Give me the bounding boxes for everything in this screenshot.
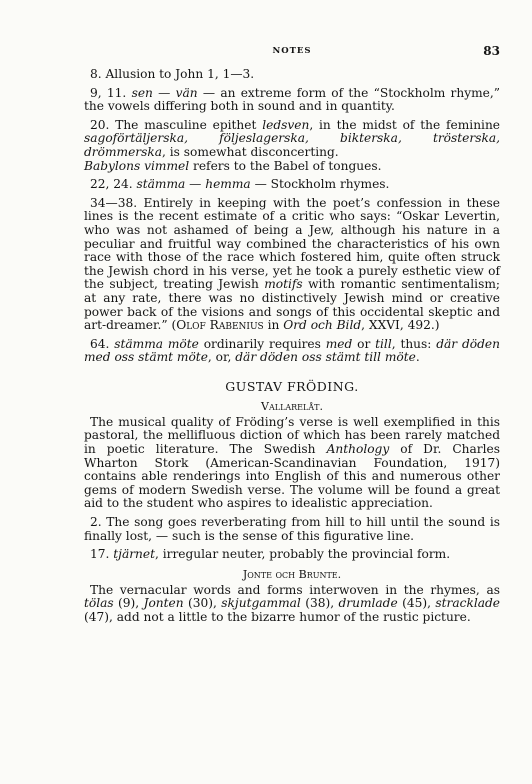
note-body: (30), <box>183 596 222 611</box>
note-example: där döden oss stämt till möte <box>235 350 416 365</box>
note-body: , XXVI, 492.) <box>361 318 440 333</box>
note-body: refers to the Babel of tongues. <box>189 158 382 173</box>
note-lead: 9, 11. <box>90 85 132 100</box>
note-body: (9), <box>113 596 144 611</box>
note-8 <box>84 68 500 82</box>
subsection-title-vallarelat: Vallarelåt. <box>261 399 323 413</box>
note-lead: 20. The masculine epithet <box>90 117 263 132</box>
note-body: — Stockholm rhymes. <box>250 177 390 192</box>
vallarelat-note-2 <box>84 516 500 543</box>
note-body: (45), <box>397 596 436 611</box>
note-body: , is somewhat disconcerting. <box>162 144 339 159</box>
note-term: tjärnet <box>113 547 155 562</box>
note-term: stämma möte <box>114 336 199 351</box>
jonte-note <box>84 584 500 625</box>
note-body: The vernacular words and forms interwoven in the rhymes, as <box>90 582 500 597</box>
vallarelat-note-17 <box>84 548 500 562</box>
note-body: — an extreme form of the “Stockholm rhyme,” the vowels differing both in sound and in quantity. <box>84 85 500 114</box>
subsection-title-jonte: Jonte och Brunte. <box>242 567 342 581</box>
cited-work: Ord och Bild <box>283 318 362 333</box>
note-body: , thus: <box>391 336 437 351</box>
note-8-text: 8. Allusion to John 1, 1—3. <box>90 67 255 81</box>
note-body: or <box>352 336 376 351</box>
note-body: in <box>263 318 284 333</box>
note-body: 34—38. Entirely in keeping with the poet’s confession in these lines is the recent estimate of a critic who says: “Oskar Levertin, who was not ashamed of being a Jew, although his nature in a peculiar and fruitful way combined the characteristics of his own race with those of the race which fostered him, quite often struck the Jewish chord in his verse, yet he took a purely esthetic view of the subject, treating Jewish <box>84 195 500 292</box>
note-body: ordinarily requires <box>198 336 326 351</box>
note-lead: 22, 24. <box>90 177 137 192</box>
note-body: with romantic sentimentalism; at any rate, there was no distinctively Jewish mind or creative power back of the visions and songs of this occidental skeptic and art-dreamer.” ( <box>84 277 500 333</box>
note-term: motifs <box>264 277 303 292</box>
note-lead: 17. <box>90 547 114 562</box>
note-lead: 64. <box>90 336 115 351</box>
note-term: Babylons vimmel <box>84 158 190 173</box>
note-term: Anthology <box>326 442 390 457</box>
note-body: of Dr. Charles Wharton Stork (American-Scandinavian Foundation, 1917) contains able renderings into English of this and numerous other gems of modern Swedish verse. The volume will be found a great aid to the student who aspires to idealistic appreciation. <box>84 442 500 511</box>
note-body: 2. The song goes reverberating from hill to hill until the sound is finally lost, — such is the sense of this figurative line. <box>84 515 500 543</box>
note-term: skjutgammal <box>221 596 301 611</box>
running-head <box>84 46 500 68</box>
note-term: till <box>375 336 392 351</box>
note-body: . <box>415 350 420 365</box>
note-body: , in the midst of the feminine <box>309 117 501 132</box>
note-body: (38), <box>300 596 339 611</box>
note-term: tölas <box>84 596 114 611</box>
section-title: GUSTAV FRÖDING. <box>225 378 359 394</box>
note-term: med <box>325 336 353 351</box>
note-body: , irregular neuter, probably the provincial form. <box>155 547 451 562</box>
note-term: stracklade <box>435 596 501 611</box>
note-term: Jonten <box>143 596 184 611</box>
note-term: sen — vän <box>131 85 198 100</box>
note-term: drumlade <box>338 596 398 611</box>
note-body: (47), add not a little to the bizarre humor of the rustic picture. <box>84 610 471 624</box>
note-term-list: sagoförtäljerska, följeslagerska, bikterska, trösterska, drömmerska <box>84 131 500 159</box>
vallarelat-intro <box>84 416 500 511</box>
note-9-11 <box>84 87 500 114</box>
note-term: ledsven <box>262 117 310 132</box>
page-number: 83 <box>483 44 500 58</box>
note-body: , or, <box>207 350 236 365</box>
note-example: där döden med oss stämt möte <box>84 336 500 365</box>
note-20 <box>84 119 500 173</box>
note-22-24 <box>84 178 500 192</box>
running-title: NOTES <box>272 46 312 56</box>
note-body: The musical quality of Fröding’s verse is well exemplified in this pastoral, the mellifluous diction of which has been rarely matched in poetic literature. The Swedish <box>84 414 500 457</box>
cited-author: Olof Rabenius <box>176 318 264 333</box>
note-64 <box>84 338 500 365</box>
note-term: stämma — hemma <box>136 177 251 192</box>
note-34-38 <box>84 197 500 333</box>
